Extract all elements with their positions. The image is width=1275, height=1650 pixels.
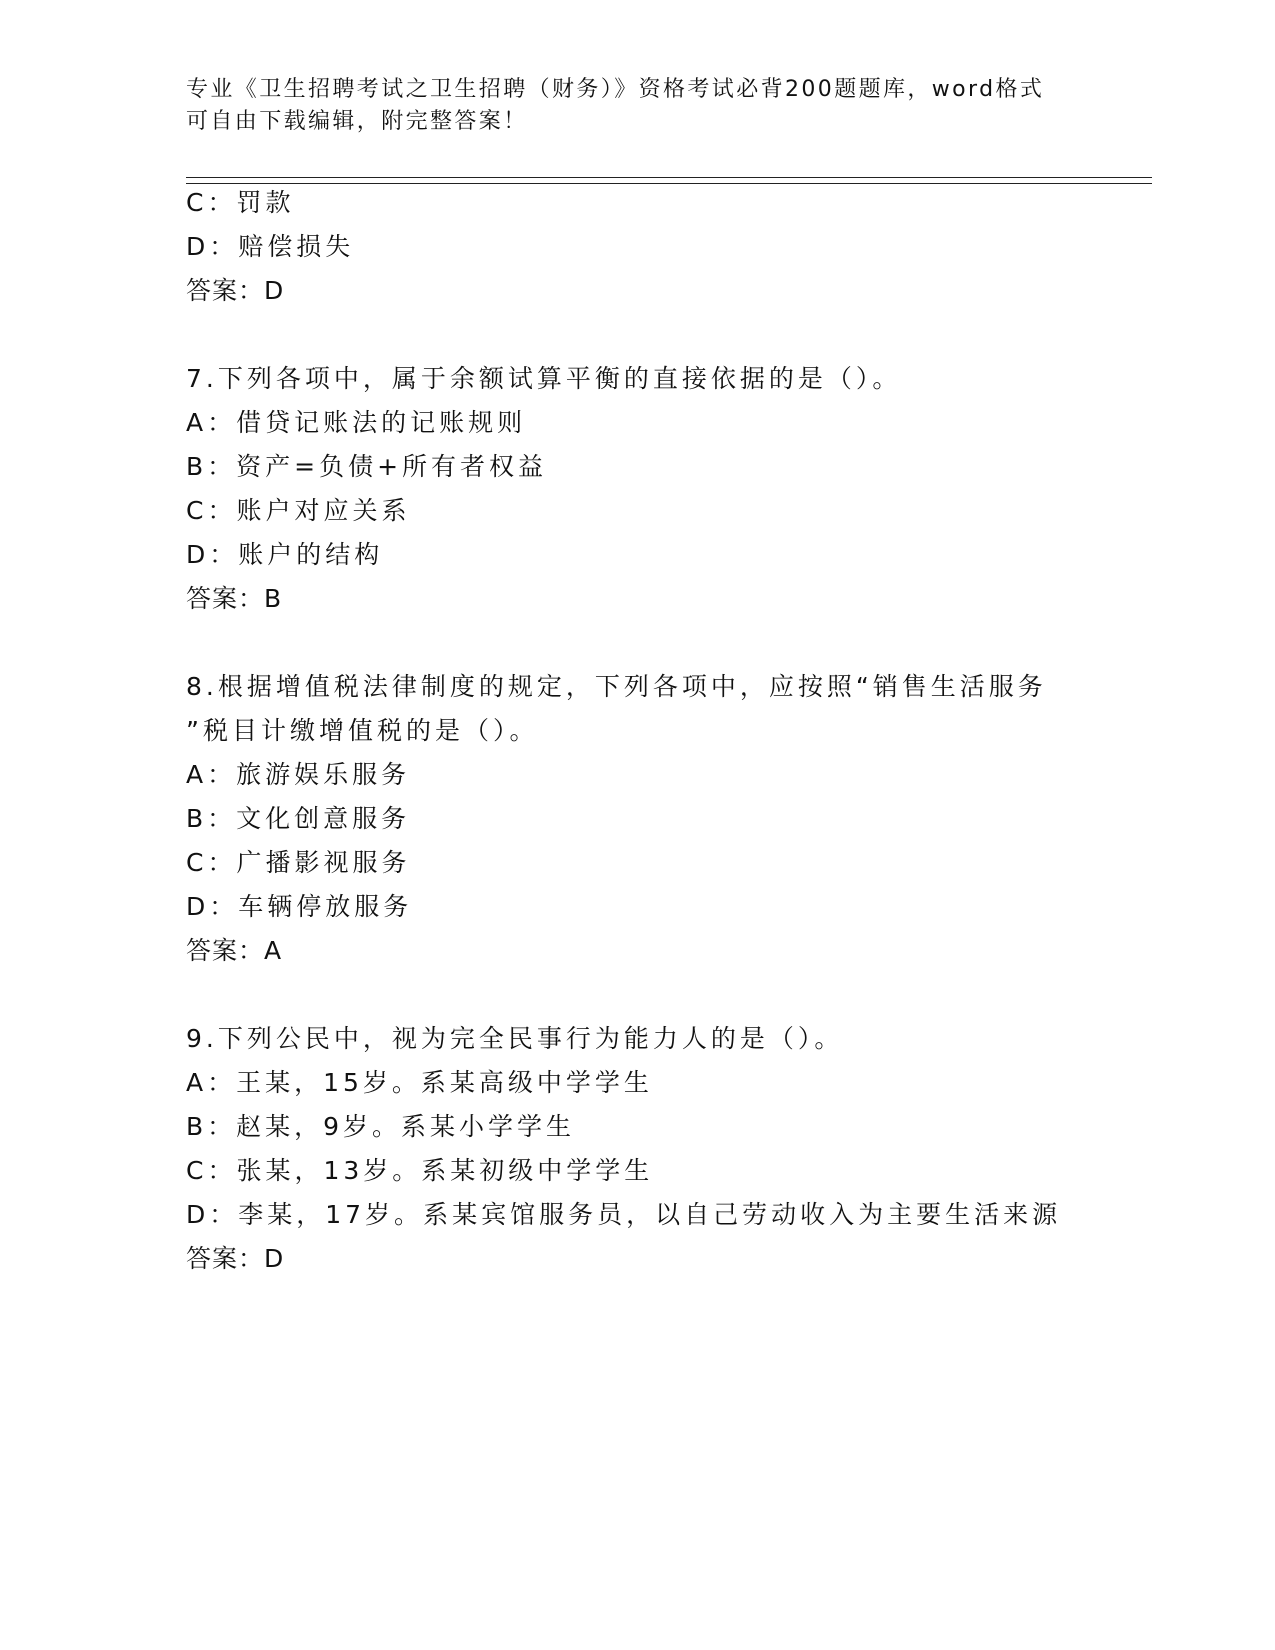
header-title-line-2: 可自由下载编辑，附完整答案！ [186, 109, 528, 134]
page-header [186, 74, 1086, 138]
q8-stem-line-1: 8.根据增值税法律制度的规定，下列各项中，应按照“销售生活服务 [186, 672, 1047, 701]
header-title-line-1: 专业《卫生招聘考试之卫生招聘（财务）》资格考试必背200题题库，word格式 [186, 77, 1045, 102]
header-divider [186, 177, 1152, 184]
q8-option-a: A：旅游娱乐服务 [186, 760, 411, 789]
q9-option-d: D：李某，17岁。系某宾馆服务员，以自己劳动收入为主要生活来源 [186, 1200, 1062, 1229]
q8-answer: 答案：A [186, 936, 283, 965]
prev-option-d: D：赔偿损失 [186, 232, 355, 261]
q9-stem: 9.下列公民中，视为完全民事行为能力人的是（）。 [186, 1024, 844, 1053]
prev-answer: 答案：D [186, 276, 285, 305]
q7-option-d: D：账户的结构 [186, 540, 384, 569]
q7-stem: 7.下列各项中，属于余额试算平衡的直接依据的是（）。 [186, 364, 902, 393]
q7-option-c: C：账户对应关系 [186, 496, 411, 525]
prev-option-c: C：罚款 [186, 188, 295, 217]
q9-option-b: B：赵某，9岁。系某小学学生 [186, 1112, 576, 1141]
q8-option-c: C：广播影视服务 [186, 848, 411, 877]
q8-option-b: B：文化创意服务 [186, 804, 411, 833]
q7-option-a: A：借贷记账法的记账规则 [186, 408, 527, 437]
q9-answer: 答案：D [186, 1244, 285, 1273]
q9-option-c: C：张某，13岁。系某初级中学学生 [186, 1156, 654, 1185]
q8-option-d: D：车辆停放服务 [186, 892, 413, 921]
q9-option-a: A：王某，15岁。系某高级中学学生 [186, 1068, 653, 1097]
q8-stem-line-2: ”税目计缴增值税的是（）。 [186, 716, 539, 745]
q7-option-b: B：资产=负债+所有者权益 [186, 452, 548, 481]
q7-answer: 答案：B [186, 584, 283, 613]
